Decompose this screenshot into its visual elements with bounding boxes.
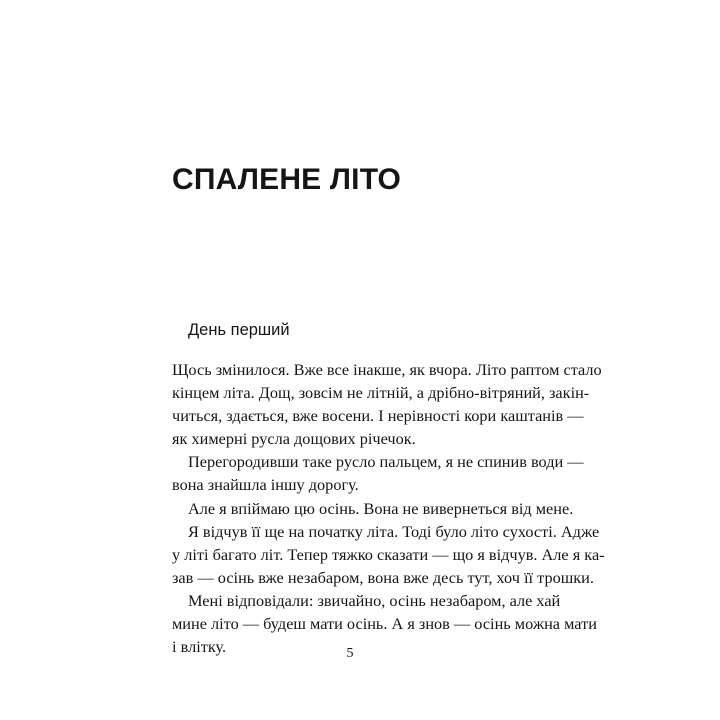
page-number: 5 [346, 646, 354, 661]
text-line: Щось змінилося. Вже все інакше, як вчора. Літо раптом стало [172, 360, 602, 379]
text-line: Але я впіймаю цю осінь. Вона не вивернеться від мене. [188, 498, 574, 518]
text-line: читься, здається, вже восени. І нерівності кори каштанів — [172, 406, 584, 426]
section-heading: День перший [188, 321, 290, 339]
text-line: зав — осінь вже незабаром, вона вже десь тут, хоч її трошки. [172, 567, 594, 587]
text-line: вона знайшла іншу дорогу. [172, 475, 359, 495]
text-line: Мені відповідали: звичайно, осінь незабаром, але хай [188, 590, 561, 610]
text-line: Перегородивши таке русло пальцем, я не спинив води — [188, 452, 584, 472]
body-text [172, 358, 605, 658]
text-line: мине літо — будеш мати осінь. А я знов — осінь можна мати [172, 614, 597, 634]
text-line: Я відчув її ще на початку літа. Тоді було літо сухості. Адже [188, 521, 600, 541]
chapter-title: СПАЛЕНЕ ЛІТО [172, 163, 402, 196]
text-line: кінцем літа. Дощ, зовсім не літній, а дрібно-вітряний, закін- [172, 383, 590, 403]
text-line: як химерні русла дощових річечок. [172, 429, 416, 449]
text-line: і влітку. [172, 637, 227, 657]
text-line: у літі багато літ. Тепер тяжко сказати — що я відчув. Але я ка- [172, 544, 605, 564]
